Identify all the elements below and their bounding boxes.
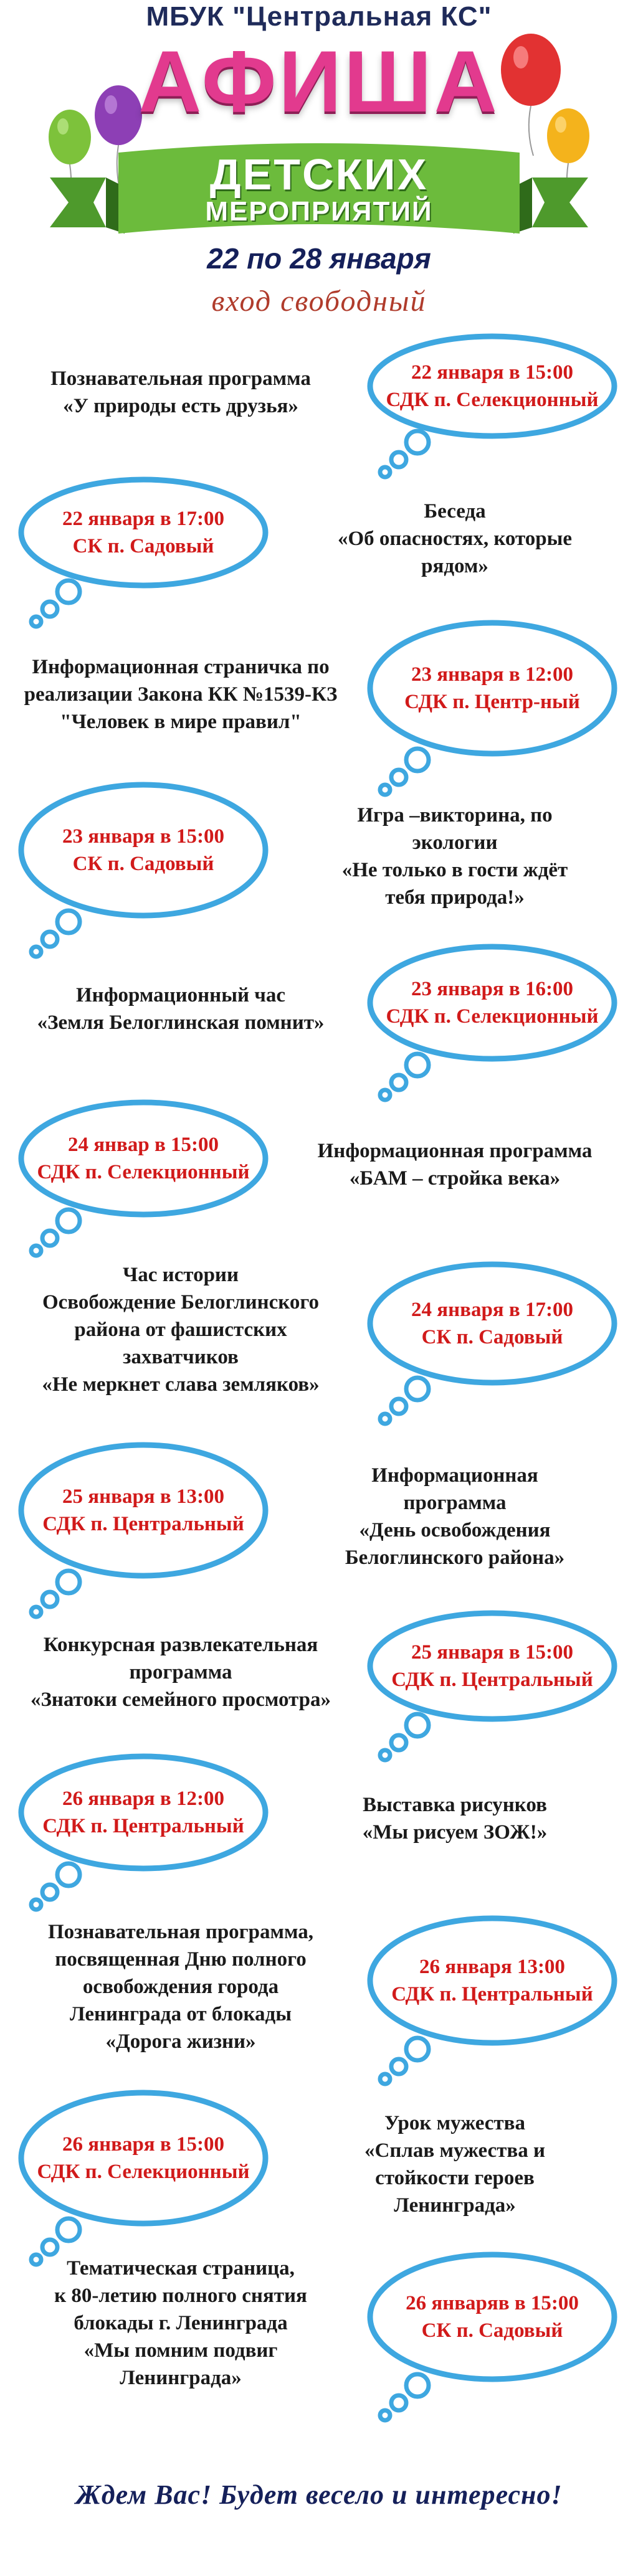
bubble-tail-dot — [406, 2038, 429, 2060]
event-description-line: «Не меркнет слава земляков» — [42, 1373, 320, 1396]
event-time-place — [12, 2131, 274, 2185]
event-description-line: «Мы помним подвиг — [83, 2339, 278, 2362]
event-description-line: Информационная программа — [317, 1140, 593, 1162]
event-description-line: «Мы рисуем ЗОЖ!» — [362, 1821, 548, 1844]
bubble-tail-dot — [380, 2074, 390, 2084]
event-venue: СДК п. Центральный — [391, 1983, 593, 2005]
event-description-line: «У природы есть друзья» — [63, 395, 298, 417]
event-description-line: Познавательная программа — [50, 367, 311, 390]
event-description-line: Тематическая страница, — [67, 2257, 295, 2280]
event-datetime: 24 январ в 15:00 — [67, 1134, 219, 1156]
event-description-line: Белоглинского района» — [345, 1546, 565, 1569]
bubble-tail-dot — [42, 1592, 57, 1607]
event-description-line: «Сплав мужества и — [364, 2139, 545, 2162]
event-venue: СК п. Садовый — [72, 535, 214, 557]
event-datetime: 26 января в 12:00 — [62, 1788, 224, 1810]
event-description-line: к 80-летию полного снятия — [54, 2285, 307, 2307]
event-datetime: 22 января в 17:00 — [62, 508, 224, 530]
event-time-place — [361, 1639, 623, 1693]
event-time-place — [361, 359, 623, 414]
bubble-tail-dot — [42, 1885, 57, 1900]
bubble-tail-dot — [31, 947, 41, 957]
event-description-line: «Знатоки семейного просмотра» — [31, 1688, 331, 1711]
event-datetime: 24 января в 17:00 — [411, 1299, 573, 1321]
event-venue: СДК п. Центр-ный — [404, 691, 580, 713]
event-description — [287, 1791, 623, 1846]
event-description — [287, 1462, 623, 1571]
event-venue: СДК п. Центральный — [42, 1815, 244, 1837]
event-description-line: Игра –викторина, по — [357, 804, 553, 826]
event-time-place — [12, 823, 274, 878]
event-datetime: 23 января в 15:00 — [62, 825, 224, 848]
event-datetime: 25 января в 15:00 — [411, 1641, 573, 1664]
event-description-line: Ленинграда» — [120, 2367, 242, 2389]
event-description-line: освобождения города — [82, 1976, 279, 1998]
bubble-tail-dot — [391, 1735, 406, 1750]
bubble-tail-dot — [57, 1571, 80, 1593]
event-datetime: 23 января в 16:00 — [411, 978, 573, 1000]
bubble-tail-dot — [31, 1607, 41, 1617]
event-description — [287, 802, 623, 911]
event-time-place — [12, 1785, 274, 1840]
event-time-place — [12, 1131, 274, 1186]
bubble-tail-dot — [406, 749, 429, 771]
event-description-line: блокады г. Ленинграда — [74, 2312, 288, 2334]
event-time-place — [361, 1953, 623, 2008]
event-description — [12, 1631, 349, 1713]
event-description-line: Урок мужества — [384, 2112, 525, 2134]
event-description-line: «БАМ – стройка века» — [349, 1167, 561, 1190]
event-description-line: "Человек в мире правил" — [60, 711, 302, 733]
bubble-tail-dot — [42, 932, 57, 947]
bubble-tail-dot — [57, 2218, 80, 2241]
bubble-tail-dot — [391, 452, 406, 467]
bubble-tail-dot — [380, 467, 390, 477]
bubble-tail-dot — [391, 1075, 406, 1090]
event-datetime: 26 январяв в 15:00 — [406, 2292, 579, 2314]
event-description — [12, 2255, 349, 2392]
event-description-line: посвященная Дню полного — [55, 1948, 307, 1971]
ribbon-title-line2: МЕРОПРИЯТИЙ — [205, 196, 433, 227]
event-description-line: захватчиков — [123, 1346, 239, 1368]
event-venue: СДК п. Селекционный — [386, 1005, 599, 1028]
event-description — [12, 982, 349, 1036]
event-description-line: Час истории — [123, 1264, 239, 1286]
event-time-place — [361, 975, 623, 1030]
bubble-tail-dot — [391, 1399, 406, 1414]
bubble-tail-dot — [57, 911, 80, 933]
bubble-tail-dot — [380, 1414, 390, 1424]
event-description — [287, 2110, 623, 2219]
bubble-tail-dot — [31, 617, 41, 627]
event-datetime: 26 января в 15:00 — [62, 2133, 224, 2156]
event-description-line: Информационная страничка по — [32, 656, 330, 678]
event-venue: СДК п. Селекционный — [386, 389, 599, 411]
bubble-tail-dot — [391, 770, 406, 785]
bubble-tail-dot — [380, 2410, 390, 2420]
event-venue: СДК п. Центральный — [391, 1669, 593, 1691]
bubble-tail-dot — [57, 1863, 80, 1886]
event-venue: СК п. Садовый — [421, 1326, 563, 1348]
event-description-line: Конкурсная развлекательная — [43, 1634, 318, 1656]
event-description-line: «Об опасностях, которые — [337, 528, 573, 550]
event-description — [12, 1261, 349, 1398]
bubble-tail-dot — [406, 1378, 429, 1400]
event-time-place — [12, 505, 274, 560]
event-description — [12, 365, 349, 420]
bubble-tail-dot — [57, 1210, 80, 1232]
event-description-line: Освобождение Белоглинского — [42, 1291, 320, 1314]
event-description — [287, 1137, 623, 1192]
event-venue: СК п. Садовый — [72, 853, 214, 875]
event-description-line: рядом» — [421, 555, 488, 577]
event-description-line: стойкости героев — [375, 2167, 535, 2189]
ribbon-title-line1: ДЕТСКИХ — [209, 150, 429, 199]
bubble-tail-dot — [406, 431, 429, 453]
bubble-tail-dot — [380, 1750, 390, 1760]
event-description-line: Ленинграда от блокады — [69, 2003, 292, 2025]
bubble-tail-dot — [31, 1246, 41, 1256]
event-description-line: тебя природа!» — [385, 886, 525, 909]
event-description-line: Беседа — [424, 500, 486, 523]
event-description — [12, 653, 349, 736]
bubble-tail-dot — [380, 785, 390, 795]
event-description-line: «День освобождения — [359, 1519, 551, 1541]
event-description-line: Информационная — [371, 1464, 538, 1487]
event-time-place — [361, 2290, 623, 2344]
event-venue: СДК п. Селекционный — [37, 2161, 250, 2183]
organization-name: МБУК "Центральная КС" — [146, 1, 492, 32]
bubble-tail-dot — [42, 1231, 57, 1246]
event-time-place — [12, 1483, 274, 1538]
bubble-tail-dot — [380, 1090, 390, 1100]
bubble-tail-dot — [42, 2240, 57, 2255]
event-description — [12, 1918, 349, 2055]
bubble-tail-dot — [57, 580, 80, 603]
event-datetime: 22 января в 15:00 — [411, 361, 573, 384]
event-time-place — [361, 661, 623, 716]
event-description-line: «Земля Белоглинская помнит» — [37, 1011, 325, 1034]
bubble-tail-dot — [42, 602, 57, 617]
footer-message: Ждем Вас! Будет весело и интересно! — [75, 2479, 563, 2510]
event-time-place — [361, 1296, 623, 1351]
event-venue: СК п. Садовый — [421, 2319, 563, 2342]
bubble-tail-dot — [406, 1714, 429, 1736]
event-description-line: программа — [403, 1492, 507, 1514]
event-venue: СДК п. Селекционный — [37, 1161, 250, 1183]
bubble-tail-dot — [31, 1900, 41, 1910]
event-description-line: программа — [129, 1661, 232, 1683]
free-entry-note: вход свободный — [211, 285, 427, 318]
event-description-line: района от фашистских — [74, 1319, 287, 1341]
event-description-line: Познавательная программа, — [47, 1921, 314, 1943]
event-description — [287, 498, 623, 580]
event-description-line: экологии — [412, 831, 498, 854]
event-datetime: 26 января 13:00 — [419, 1956, 565, 1978]
poster-title: АФИША — [138, 32, 500, 130]
bubble-tail-dot — [391, 2395, 406, 2410]
event-description-line: Выставка рисунков — [363, 1794, 547, 1816]
bubble-tail-dot — [406, 2374, 429, 2397]
event-venue: СДК п. Центральный — [42, 1513, 244, 1535]
event-description-line: реализации Закона КК №1539-КЗ — [24, 683, 338, 706]
event-datetime: 25 января в 13:00 — [62, 1485, 224, 1508]
bubble-tail-dot — [406, 1054, 429, 1076]
event-description-line: «Не только в гости ждёт — [341, 859, 568, 881]
date-range: 22 по 28 января — [207, 242, 431, 275]
event-description-line: Ленинграда» — [394, 2194, 516, 2217]
event-datetime: 23 января в 12:00 — [411, 663, 573, 686]
event-description-line: Информационный час — [76, 984, 285, 1006]
event-description-line: «Дорога жизни» — [105, 2030, 256, 2053]
bubble-tail-dot — [391, 2059, 406, 2074]
